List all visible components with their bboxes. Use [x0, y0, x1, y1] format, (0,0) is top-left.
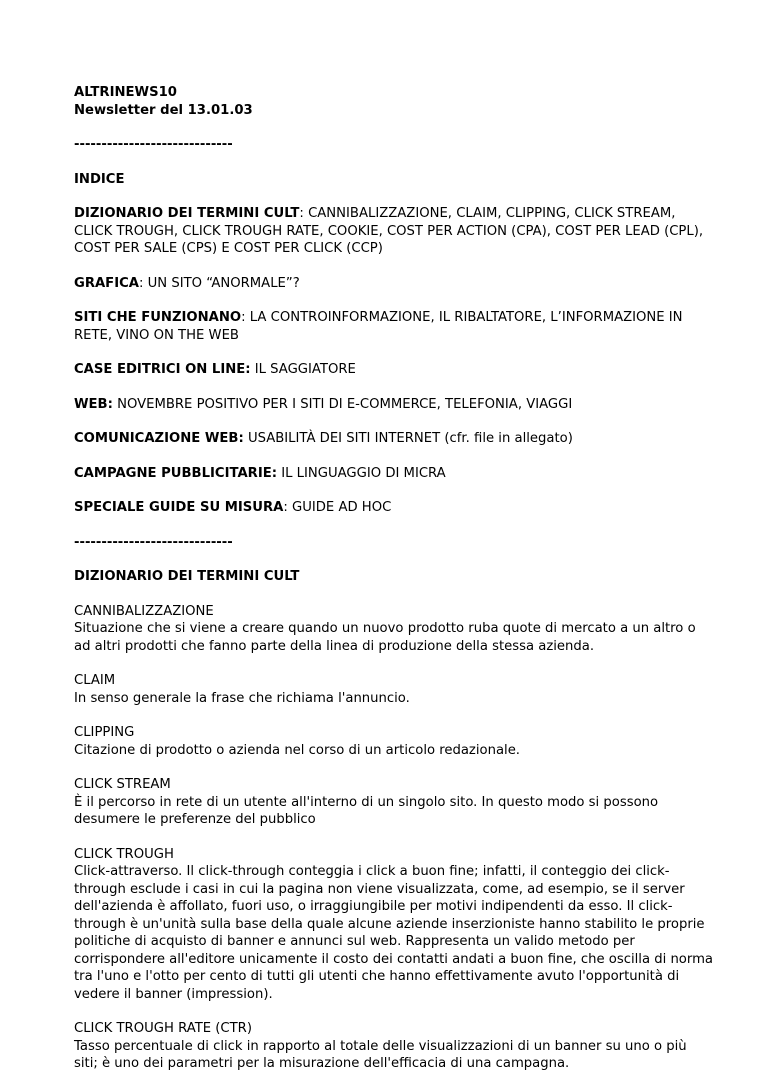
index-item-label: CASE EDITRICI ON LINE: — [74, 362, 251, 377]
index-heading-text: INDICE — [74, 171, 125, 187]
separator-text: ----------------------------- — [74, 137, 233, 152]
entry-term: CLIPPING — [74, 725, 135, 740]
index-item-text: GUIDE AD HOC — [292, 500, 392, 515]
index-item — [74, 465, 714, 483]
document-page — [74, 84, 714, 1090]
dictionary-entry — [74, 672, 714, 707]
dictionary-entry — [74, 1020, 714, 1073]
index-item-text: UN SITO “ANORMALE”? — [147, 275, 300, 291]
index-item-label: SPECIALE GUIDE SU MISURA — [74, 500, 284, 515]
index-item-text: IL SAGGIATORE — [254, 362, 356, 377]
index-item-sep: : — [139, 275, 148, 291]
newsletter-header — [74, 84, 714, 119]
index-item-text: LA CONTROINFORMAZIONE, IL RIBALTATORE, L’INFORMAZIONE IN RETE, VINO ON THE WEB — [74, 310, 683, 343]
separator-bottom — [74, 534, 714, 552]
entry-definition: È il percorso in rete di un utente all'interno di un singolo sito. In questo modo si possono desumere le preferenze del pubblico — [74, 794, 659, 827]
index-heading — [74, 171, 714, 189]
index-item-text: USABILITÀ DEI SITI INTERNET (cfr. file in allegato) — [247, 431, 573, 446]
separator-top — [74, 136, 714, 154]
newsletter-date: Newsletter del 13.01.03 — [74, 102, 253, 118]
entry-definition: Tasso percentuale di click in rapporto al totale delle visualizzazioni di un banner su uno o più siti; è uno dei parametri per la misurazione dell'efficacia di una campagna. — [74, 1038, 687, 1071]
dictionary-heading — [74, 568, 714, 586]
index-item — [74, 499, 714, 517]
index-item — [74, 275, 714, 293]
entry-term: CLICK TROUGH RATE (CTR) — [74, 1021, 252, 1036]
index-item-text: NOVEMBRE POSITIVO PER I SITI DI E-COMMERCE, TELEFONIA, VIAGGI — [117, 396, 573, 412]
index-item-label: DIZIONARIO DEI TERMINI CULT — [74, 206, 300, 221]
index-item — [74, 430, 714, 448]
entry-definition: Click-attraverso. Il click-through conteggia i click a buon fine; infatti, il conteggio dei click-through esclude i casi in cui la pagina non viene visualizzata, come, ad esempio, se il server dell'azienda è affollato, fuori uso, o irraggiungibile per motivi indipendenti da esso. Il click-through è un'unità sulla base della quale alcune aziende inserzioniste hanno stabilito le proprie politiche di acquisto di banner e annunci sul web. Rappresenta un valido metodo per corrispondere all'editore unicamente il costo dei contatti andati a buon fine, che oscilla di norma tra l'uno e l'otto per cento di tutti gli utenti che hanno effettivamente avuto l'opportunità di vedere il banner (impression). — [74, 864, 713, 1002]
index-item — [74, 396, 714, 414]
entry-definition: Situazione che si viene a creare quando un nuovo prodotto ruba quote di mercato a un altro o ad altri prodotti che fanno parte della linea di produzione della stessa azienda. — [74, 621, 696, 654]
entry-definition: Citazione di prodotto o azienda nel corso di un articolo redazionale. — [74, 742, 520, 758]
index-item-label: CAMPAGNE PUBBLICITARIE: — [74, 465, 278, 481]
dictionary-entry — [74, 776, 714, 829]
separator-text: ----------------------------- — [74, 534, 233, 550]
index-item-sep: : — [241, 310, 250, 325]
entry-term: CLAIM — [74, 673, 116, 688]
index-item-label: COMUNICAZIONE WEB: — [74, 431, 244, 446]
index-item-sep: : — [299, 206, 309, 221]
dictionary-entry — [74, 603, 714, 656]
index-list — [74, 205, 714, 517]
dictionary-entry — [74, 846, 714, 1004]
index-item-label: WEB: — [74, 396, 113, 412]
index-item — [74, 309, 714, 344]
index-item-text: CANNIBALIZZAZIONE, CLAIM, CLIPPING, CLICK STREAM, CLICK TROUGH, CLICK TROUGH RATE, COOKIE, COST PER ACTION (CPA), COST PER LEAD (CPL), COST PER SALE (CPS) E COST PER CLICK (CCP) — [74, 206, 704, 256]
index-item-label: SITI CHE FUNZIONANO — [74, 310, 242, 325]
index-item-sep: : — [283, 500, 292, 515]
newsletter-title: ALTRINEWS10 — [74, 85, 177, 100]
dictionary-entry — [74, 724, 714, 759]
index-item-label: GRAFICA — [74, 275, 139, 291]
index-item — [74, 361, 714, 379]
index-item — [74, 205, 714, 258]
dictionary-heading-text: DIZIONARIO DEI TERMINI CULT — [74, 569, 300, 584]
entry-definition: In senso generale la frase che richiama l'annuncio. — [74, 690, 410, 706]
entry-term: CLICK TROUGH — [74, 846, 174, 862]
index-item-text: IL LINGUAGGIO DI MICRA — [281, 465, 446, 481]
entry-term: CANNIBALIZZAZIONE — [74, 603, 214, 619]
entry-term: CLICK STREAM — [74, 777, 171, 792]
dictionary-list — [74, 603, 714, 1073]
